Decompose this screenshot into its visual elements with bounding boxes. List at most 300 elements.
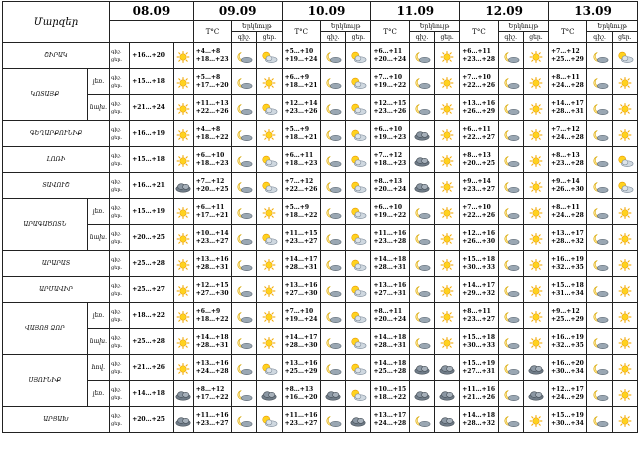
moon-icon [591,72,609,91]
period-day: ցեր. [111,264,123,271]
temp-cell [371,43,409,69]
sun-icon [438,254,456,273]
moon-icon [591,176,609,195]
sky-day [435,95,460,121]
temp-night: +13…+16 [373,281,407,289]
temp-day: +17…+22 [195,393,229,401]
sun-icon [174,358,192,377]
temp-cell [193,251,231,277]
sun-icon [260,254,278,273]
temp-day: +27…+30 [284,289,318,297]
temp-night: +16…+19 [551,255,584,263]
temp-08: +21…+24 [130,95,173,121]
moon-icon [502,228,520,247]
temp-night: +15…+18 [462,255,496,263]
temp-night: +13…+16 [195,255,229,263]
suncloud-icon [349,202,367,221]
temp-night: +7…+10 [462,73,491,81]
temp-cell [371,251,409,277]
moon-icon [324,150,342,169]
period-night: գիշ. [111,74,122,81]
sky-night [587,69,612,95]
moon-icon [591,228,609,247]
sky-08 [173,225,193,251]
sky-day [523,173,548,199]
sky-header: Երկնույթ [409,21,459,32]
sun-icon [438,124,456,143]
temp-cell [282,173,320,199]
temp-cell [371,147,409,173]
sky-day [257,69,282,95]
sky-night [320,407,345,433]
sky-night [587,277,612,303]
cloud-icon [324,384,342,403]
sky-day [435,173,460,199]
moon-icon [413,46,431,65]
moon-icon [502,72,520,91]
temp-day: +18…+23 [195,55,229,63]
suncloud-icon [349,98,367,117]
temp-night: +6…+11 [373,47,403,55]
temp-day: +18…+22 [284,211,318,219]
sun-icon [174,228,192,247]
moon-icon [502,202,520,221]
suncloud-icon [349,332,367,351]
moon-icon [324,46,342,65]
temp-cell [460,277,498,303]
suncloud-icon [260,150,278,169]
temp-night: +13…+16 [284,281,318,289]
suncloud-icon [349,72,367,91]
sky-night [320,95,345,121]
temp-day: +22…+26 [284,185,318,193]
table-row [3,251,638,277]
sky-night [498,277,523,303]
sky-header: Երկնույթ [587,21,638,32]
sun-icon [616,280,634,299]
sky-day [612,173,637,199]
temp-night: +6…+11 [462,47,491,55]
period-night: գիշ. [111,230,122,237]
temp-cell [282,199,320,225]
night-header: գիշ. [587,32,612,43]
temp-cell [193,199,231,225]
temp-day: +25…+29 [551,55,584,63]
sky-08 [173,251,193,277]
temp-day: +17…+20 [195,81,229,89]
sky-night [232,147,257,173]
temp-day: +18…+23 [284,159,318,167]
temp-cell [193,355,231,381]
sky-day [257,251,282,277]
temp-cell [371,225,409,251]
sun-icon [174,124,192,143]
sky-day [523,225,548,251]
suncloud-icon [349,306,367,325]
cloud-icon [438,358,456,377]
temp-night: +14…+17 [551,99,584,107]
temp-cell [282,43,320,69]
sun-icon [527,306,545,325]
forecast-table [2,1,638,433]
sky-night [409,355,434,381]
temp-day: +22…+26 [462,81,496,89]
sky-day [346,355,371,381]
temp-08: +16…+20 [130,43,173,69]
temp-day: +30…+33 [462,263,496,271]
table-row [3,43,638,69]
date-09: 09.09 [193,2,282,21]
temp-night: +6…+10 [195,151,225,159]
cloud-icon [413,176,431,195]
temp-day: +32…+35 [551,341,584,349]
sun-icon [616,254,634,273]
sky-night [498,173,523,199]
date-12: 12.09 [460,2,549,21]
date-08-subheader [110,21,194,43]
temp-night: +15…+19 [462,359,496,367]
sky-night [320,355,345,381]
temp-day: +28…+31 [195,341,229,349]
moon-icon [235,332,253,351]
sky-night [587,225,612,251]
temp-night: +14…+18 [373,333,407,341]
night-header: գիշ. [498,32,523,43]
period-labels [110,251,130,277]
day-header: ցեր. [257,32,282,43]
sky-night [232,43,257,69]
temp-day: +22…+26 [462,211,496,219]
temp-cell [193,225,231,251]
temp-night: +6…+11 [284,151,314,159]
moon-icon [235,306,253,325]
sky-day [612,355,637,381]
temp-day: +19…+22 [373,211,407,219]
temp-cell [460,381,498,407]
temp-night: +7…+12 [284,177,314,185]
sun-icon [616,332,634,351]
sky-night [409,407,434,433]
temp-day: +27…+31 [373,289,407,297]
sky-day [346,173,371,199]
temp-cell [549,355,587,381]
temp-night: +5…+8 [195,73,221,81]
sky-day [523,277,548,303]
period-night: գիշ. [111,152,122,159]
day-header: ցեր. [523,32,548,43]
temp-cell [549,147,587,173]
temp-night: +8…+11 [551,203,580,211]
sky-08 [173,147,193,173]
temp-day: +31…+34 [551,289,584,297]
temp-cell [282,95,320,121]
sky-night [498,381,523,407]
temp-night: +11…+16 [462,385,496,393]
temp-day: +28…+31 [195,263,229,271]
temp-night: +12…+15 [373,99,407,107]
temp-night: +11…+16 [195,411,229,419]
sky-day [257,199,282,225]
temp-cell [282,303,320,329]
subregion-name: լեռ. [87,303,109,329]
sun-icon [260,280,278,299]
temp-day: +24…+28 [551,81,584,89]
temp-cell [282,355,320,381]
sky-night [498,303,523,329]
temp-day: +18…+21 [284,81,318,89]
temp-day: +28…+31 [373,263,407,271]
moon-icon [591,150,609,169]
temp-day: +19…+24 [284,55,318,63]
sky-night [587,355,612,381]
moon-icon [502,358,520,377]
sun-icon [260,332,278,351]
moon-icon [502,254,520,273]
temp-day: +19…+22 [373,81,407,89]
temp-day: +24…+28 [551,211,584,219]
suncloud-icon [260,228,278,247]
temp-night: +14…+17 [284,255,318,263]
sky-night [320,199,345,225]
temp-08: +18…+22 [130,303,173,329]
sun-icon [174,150,192,169]
sky-day [435,147,460,173]
sky-night [587,407,612,433]
temp-cell [282,329,320,355]
sky-day [346,43,371,69]
sun-icon [527,98,545,117]
cloud-icon [174,384,192,403]
temp-cell [193,147,231,173]
temp-day: +23…+27 [284,237,318,245]
sun-icon [438,176,456,195]
temp-cell [282,121,320,147]
sky-day [523,251,548,277]
cloud-icon [349,410,367,429]
temp-header: T°C [460,21,498,43]
temp-night: +13…+16 [195,359,229,367]
period-labels [110,407,130,433]
subregion-name: նախ. [87,225,109,251]
temp-cell [193,277,231,303]
temp-day: +20…+25 [195,185,229,193]
moon-icon [324,176,342,195]
moon-icon [324,410,342,429]
cloud-icon [413,150,431,169]
moon-icon [413,72,431,91]
table-row [3,147,638,173]
table-row [3,199,638,225]
sky-day [612,43,637,69]
temp-cell [282,69,320,95]
sun-icon [174,306,192,325]
temp-cell [282,407,320,433]
temp-day: +21…+26 [462,393,496,401]
sky-day [346,329,371,355]
temp-day: +28…+32 [462,419,496,427]
sky-day [612,381,637,407]
temp-day: +20…+24 [373,55,407,63]
period-night: գիշ. [111,204,122,211]
temp-cell [549,199,587,225]
period-day: ցեր. [111,238,123,245]
moon-icon [324,332,342,351]
temp-header: T°C [549,21,587,43]
sky-day [257,381,282,407]
temp-night: +8…+13 [373,177,403,185]
sky-night [587,43,612,69]
period-labels [110,43,130,69]
region-name: ԱՐՄԱՎԻՐ [3,277,110,303]
sun-icon [260,306,278,325]
cloud-icon [413,124,431,143]
moon-icon [591,202,609,221]
sky-day [435,121,460,147]
moon-icon [591,280,609,299]
subregion-name: նախ. [87,329,109,355]
sky-day [612,329,637,355]
sun-icon [527,72,545,91]
table-row [3,381,638,407]
period-night: գիշ. [111,100,122,107]
moon-icon [413,332,431,351]
sun-icon [260,72,278,91]
temp-night: +7…+12 [551,125,580,133]
temp-08: +25…+28 [130,251,173,277]
moon-icon [235,46,253,65]
period-day: ցեր. [111,368,123,375]
temp-cell [282,147,320,173]
moon-icon [324,280,342,299]
region-name: ԼՈՌԻ [3,147,110,173]
sun-icon [527,202,545,221]
sky-night [587,329,612,355]
temp-cell [371,355,409,381]
moon-icon [324,98,342,117]
temp-day: +23…+27 [195,237,229,245]
sun-icon [527,228,545,247]
temp-day: +17…+21 [195,211,229,219]
temp-night: +11…+16 [284,411,318,419]
temp-night: +14…+18 [373,359,407,367]
sky-header: Երկնույթ [320,21,370,32]
sun-icon [174,46,192,65]
temp-night: +13…+16 [462,99,496,107]
moon-icon [324,124,342,143]
temp-cell [460,173,498,199]
temp-cell [371,121,409,147]
sun-icon [438,46,456,65]
temp-cell [193,329,231,355]
temp-cell [193,121,231,147]
sky-night [232,355,257,381]
subregion-name: լեռ. [87,199,109,225]
sky-day [612,69,637,95]
sky-day [523,303,548,329]
sky-night [320,303,345,329]
sky-day [257,147,282,173]
sun-icon [527,150,545,169]
table-row [3,69,638,95]
moon-icon [591,46,609,65]
region-name: ՍՅՈՒՆԻՔ [3,355,88,407]
temp-cell [460,251,498,277]
temp-day: +30…+33 [462,341,496,349]
table-row [3,225,638,251]
temp-day: +18…+21 [284,133,318,141]
sky-day [435,355,460,381]
temp-08: +16…+19 [130,121,173,147]
moon-icon [413,228,431,247]
sky-night [409,43,434,69]
period-day: ցեր. [111,82,123,89]
temp-night: +8…+12 [195,385,225,393]
sun-icon [527,124,545,143]
sky-header: Երկնույթ [498,21,548,32]
temp-day: +23…+28 [462,55,496,63]
sky-08 [173,43,193,69]
sky-night [232,121,257,147]
temp-day: +28…+32 [551,237,584,245]
sky-day [523,199,548,225]
temp-cell [460,95,498,121]
temp-day: +23…+27 [462,185,496,193]
sky-night [587,303,612,329]
moon-icon [591,124,609,143]
temp-cell [371,303,409,329]
temp-night: +5…+9 [284,125,310,133]
temp-night: +11…+16 [373,229,407,237]
moon-icon [502,46,520,65]
period-labels [110,303,130,329]
day-header: ցեր. [612,32,637,43]
moon-icon [235,410,253,429]
sky-night [498,69,523,95]
sun-icon [174,98,192,117]
temp-day: +19…+23 [373,133,407,141]
sky-day [435,251,460,277]
temp-night: +6…+11 [462,125,491,133]
sun-icon [616,384,634,403]
temp-cell [282,251,320,277]
temp-night: +6…+10 [373,203,403,211]
temp-cell [371,69,409,95]
temp-day: +28…+31 [373,341,407,349]
sky-night [320,43,345,69]
sky-day [523,147,548,173]
suncloud-icon [349,228,367,247]
period-day: ցեր. [111,394,123,401]
date-10: 10.09 [282,2,371,21]
sky-night [498,225,523,251]
sun-icon [616,410,634,429]
temp-cell [193,173,231,199]
sky-day [523,381,548,407]
sky-night [320,121,345,147]
temp-cell [460,43,498,69]
suncloud-icon [260,176,278,195]
temp-cell [460,407,498,433]
sky-night [498,355,523,381]
sky-08 [173,407,193,433]
period-day: ցեր. [111,420,123,427]
moon-icon [324,306,342,325]
period-day: ցեր. [111,342,123,349]
suncloud-icon [260,358,278,377]
temp-cell [460,121,498,147]
sun-icon [438,98,456,117]
moon-icon [413,410,431,429]
